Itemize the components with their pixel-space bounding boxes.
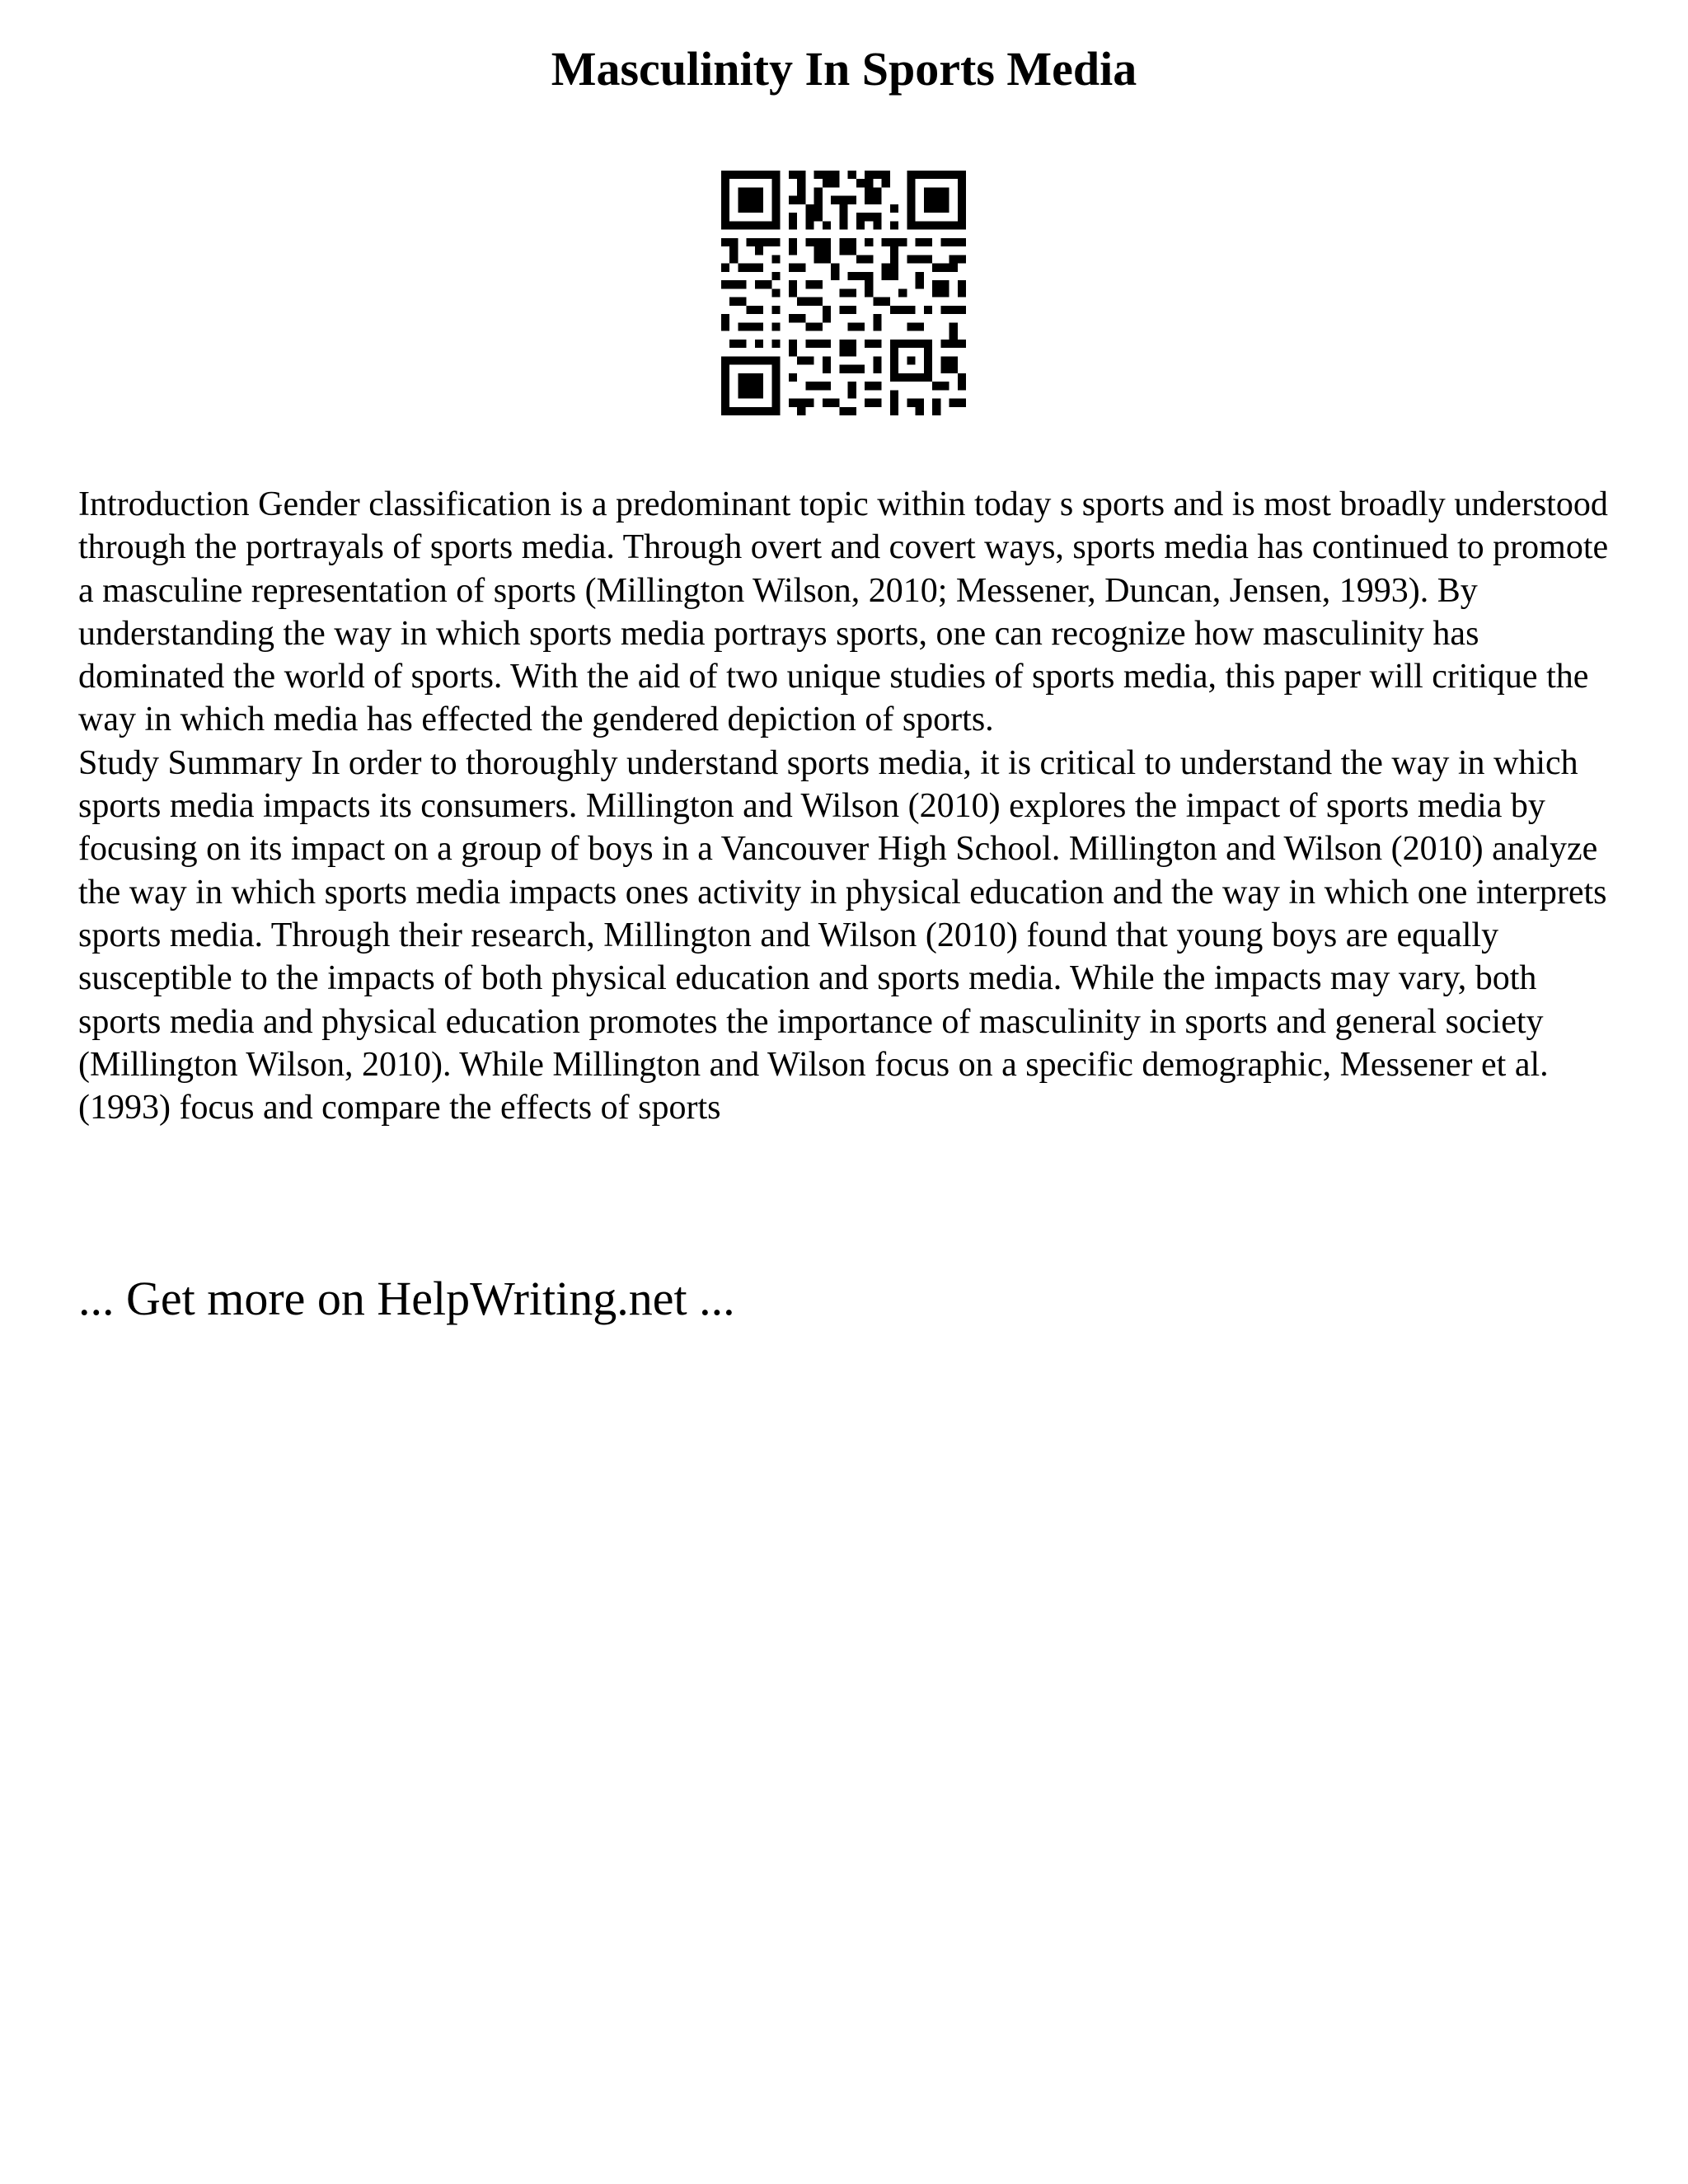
paragraph-study-summary: Study Summary In order to thoroughly understand sports media, it is critical to understand the way in which sports media impacts its consumers. Millington and Wilson (2010) explores the impact of sports media by focusing on its impact on a group of boys in a Vancouver High School. Millington and Wilson (2010) analyze the way in which sports media impacts ones activity in physical education and the way in which one interprets sports media. Through their research, Millington and Wilson (2010) found that young boys are equally susceptible to the impacts of both physical education and sports media. While the impacts may vary, both sports media and physical education promotes the importance of masculinity in sports and general society (Millington Wilson, 2010). While Millington and Wilson focus on a specific demographic, Messener et al. (1993) focus and compare the effects of sports [78,743,1607,1127]
get-more-link[interactable]: ... Get more on HelpWriting.net ... [78,1272,735,1325]
page-title: Masculinity In Sports Media [551,42,1137,96]
qr-code-icon [721,171,966,415]
paragraph-introduction: Introduction Gender classification is a predominant topic within today s sports and is most broadly understood through the portrayals of sports media. Through overt and covert ways, sports media has continued to promote a masculine representation of sports (Millington Wilson, 2010; Messener, Duncan, Jensen, 1993). By understanding the way in which sports media portrays sports, one can recognize how masculinity has dominated the world of sports. With the aid of two unique studies of sports media, this paper will critique the way in which media has effected the gendered depiction of sports. [78,485,1609,739]
article-body [78,483,1628,1129]
